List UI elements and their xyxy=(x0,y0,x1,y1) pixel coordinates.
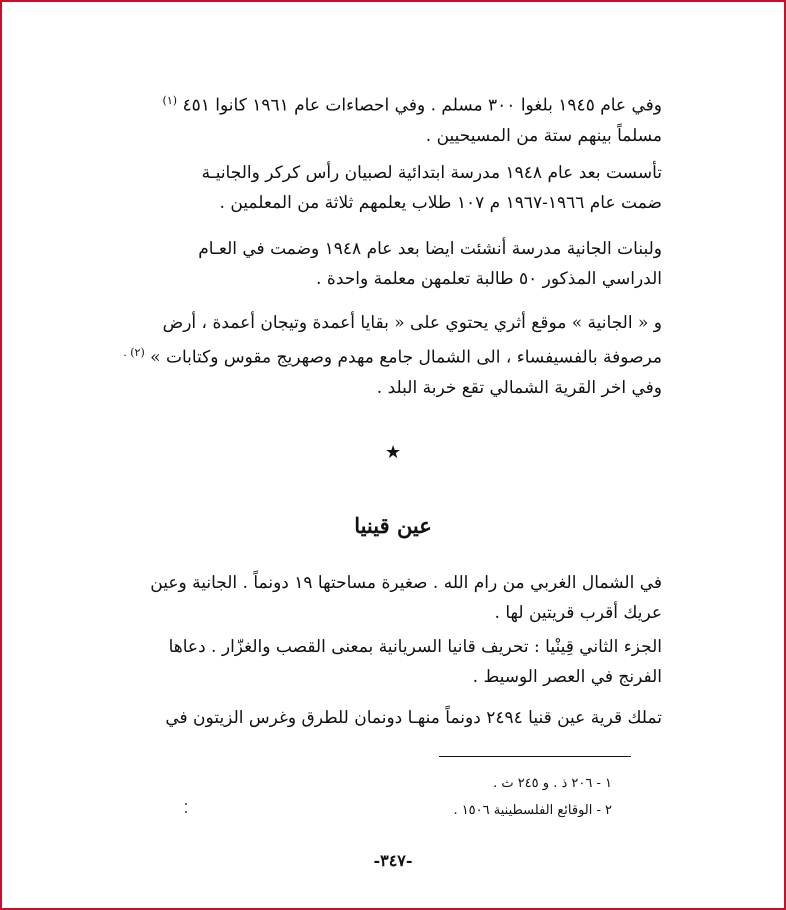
section-paragraph-3 xyxy=(122,703,662,733)
section-paragraph-1 xyxy=(122,568,662,628)
section-separator-star: ★ xyxy=(385,442,402,463)
text-line: تأسست بعد عام ١٩٤٨ مدرسة ابتدائية لصبيان رأس كركر والجانيـة xyxy=(201,163,662,183)
body-paragraph-3 xyxy=(122,234,662,294)
footnote-marker: (٢) . xyxy=(123,346,145,359)
text-line: و « الجانية » موقع أثري يحتوي على « بقايا أعمدة وتيجان أعمدة ، أرض xyxy=(162,313,662,333)
footnote: ١ - ٢٠٦ ذ . و ٢٤٥ ث . xyxy=(493,776,612,791)
page-number: -٣٤٧- xyxy=(373,851,413,870)
text-line: وفي عام ١٩٤٥ بلغوا ٣٠٠ مسلم . وفي احصاءات عام ١٩٦١ كانوا ٤٥١ xyxy=(182,95,662,116)
body-paragraph-2 xyxy=(122,158,662,218)
section-paragraph-2 xyxy=(122,632,662,692)
body-paragraph-4 xyxy=(122,308,662,403)
text-line: عريك أقرب قريتين لها . xyxy=(494,603,662,623)
body-paragraph-1 xyxy=(122,86,662,151)
text-line: مرصوفة بالفسيفساء ، الى الشمال جامع مهدم وصهريج مقوس وكتابات » xyxy=(150,347,662,368)
text-line: مسلماً بينهم ستة من المسيحيين . xyxy=(425,125,662,146)
footnote-divider xyxy=(439,756,631,757)
scan-speck xyxy=(185,811,187,813)
text-line: الدراسي المذكور ٥٠ طالبة تعلمهن معلمة واحدة . xyxy=(316,269,662,289)
text-line: ضمت عام ١٩٦٦-١٩٦٧ م ١٠٧ طلاب يعلمهم ثلاثة من المعلمين . xyxy=(219,193,662,213)
text-line: الجزء الثاني قِينْيا : تحريف قانيا السريانية بمعنى القصب والغزّار . دعاها xyxy=(168,637,662,657)
text-line xyxy=(122,86,662,121)
text-line: ولبنات الجانية مدرسة أنشئت ايضا بعد عام ١٩٤٨ وضمت في العـام xyxy=(198,239,662,259)
footnotes xyxy=(453,770,612,824)
footnote-marker: (١) xyxy=(162,94,178,107)
text-line: الفرنج في العصر الوسيط . xyxy=(472,667,662,687)
footnote: ٢ - الوقائع الفلسطينية ١٥٠٦ . xyxy=(453,803,612,818)
text-line: في الشمال الغربي من رام الله . صغيرة مساحتها ١٩ دونماً . الجانية وعين xyxy=(150,573,662,593)
text-line: وفي اخر القرية الشمالي تقع خربة البلد . xyxy=(376,377,662,398)
text-line: تملك قرية عين قنيا ٢٤٩٤ دونماً منهـا دونمان للطرق وغرس الزيتون في xyxy=(165,708,662,728)
scan-speck xyxy=(185,803,187,805)
text-line xyxy=(122,338,662,373)
section-title: عين قينيا xyxy=(354,513,432,538)
